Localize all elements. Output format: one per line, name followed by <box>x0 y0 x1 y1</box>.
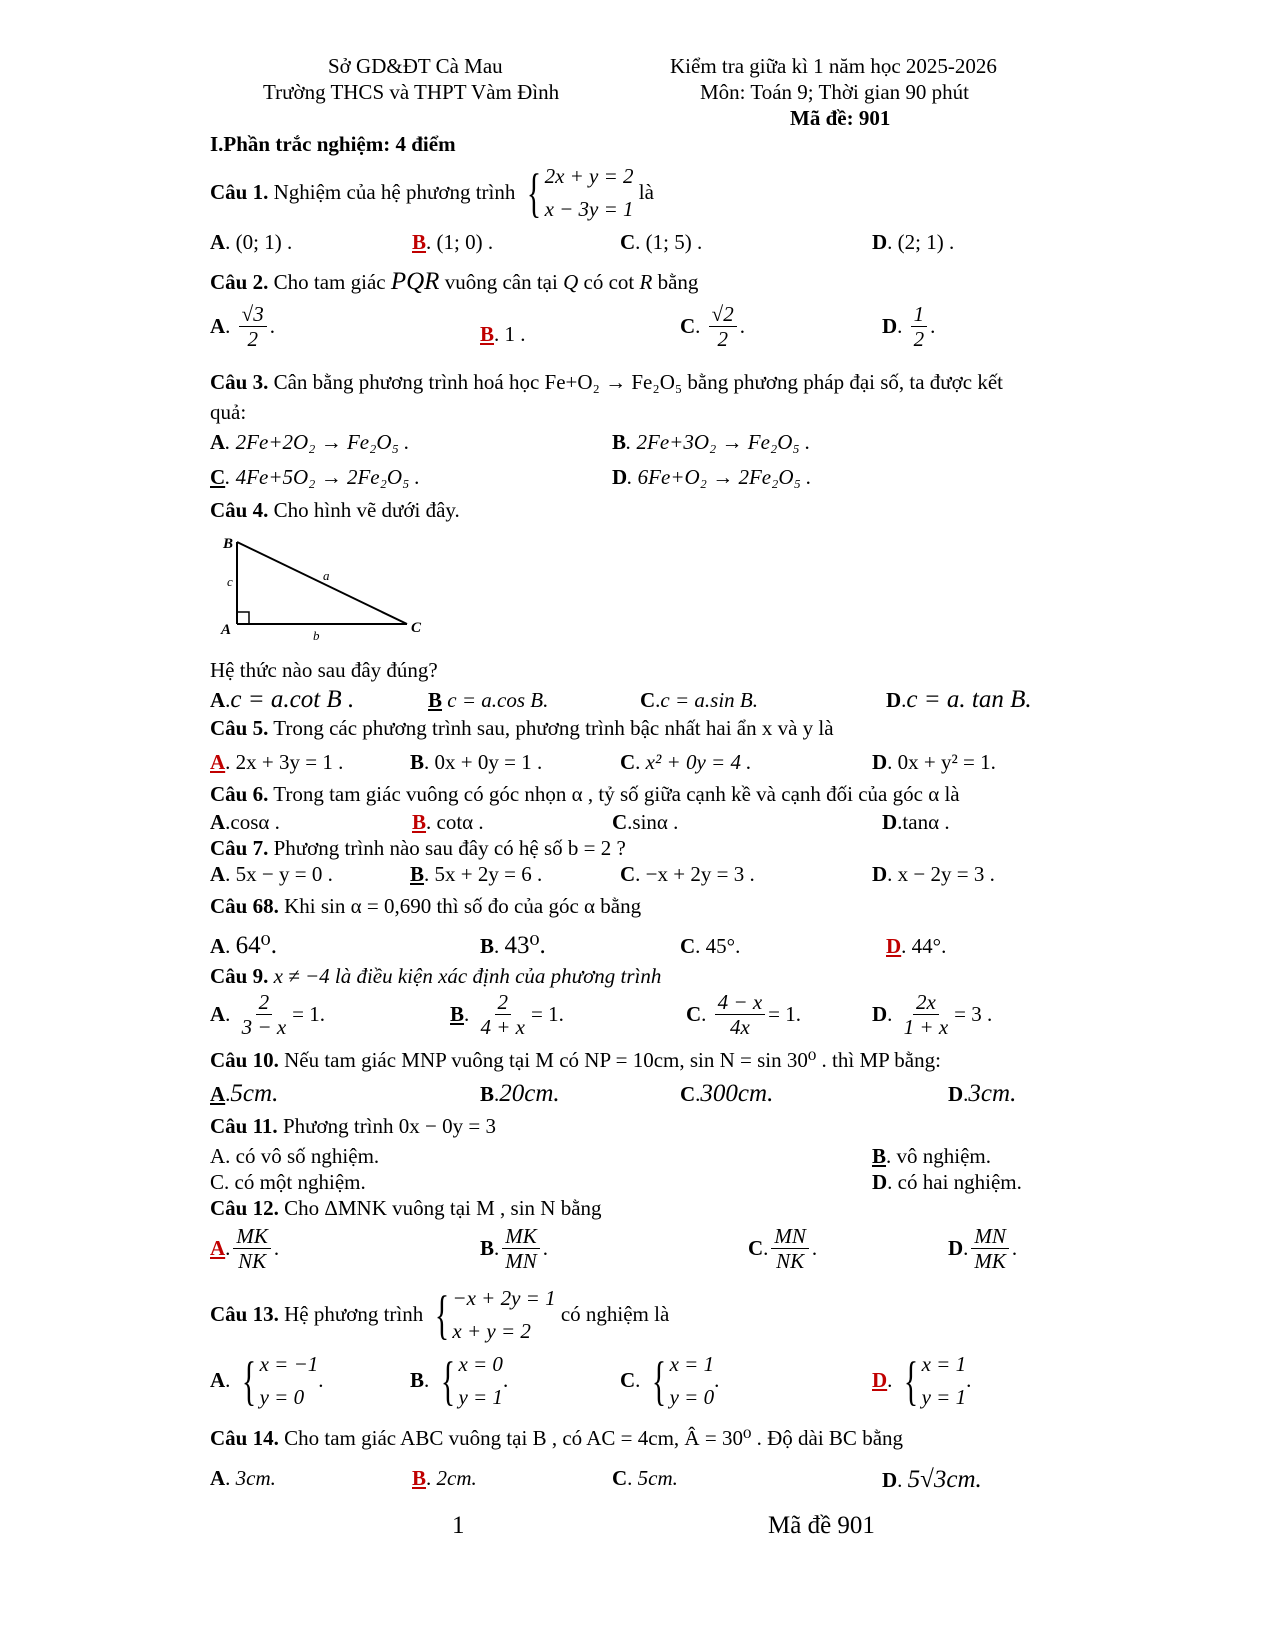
q1-eq2: x − 3y = 1 <box>544 196 634 221</box>
q6-option-c[interactable]: C.sinα . <box>612 810 679 834</box>
q3-option-b[interactable]: B. 2Fe+3O₂ → Fe₂O₅ . <box>612 430 811 454</box>
q1-option-d[interactable]: D. (2; 1) . <box>872 230 955 254</box>
q10-option-d[interactable]: D.3cm. <box>948 1080 1017 1107</box>
question-2: Câu 2. Cho tam giác PQR vuông cân tại Q có cot R bằng <box>210 268 699 295</box>
right-triangle-figure <box>215 530 435 648</box>
q3-option-d[interactable]: D. 6Fe+O₂ → 2Fe₂O₅ . <box>612 465 812 489</box>
q5-option-b[interactable]: B. 0x + 0y = 1 . <box>410 750 543 774</box>
q3-option-c[interactable]: C. 4Fe+5O₂ → 2Fe₂O₅ . <box>210 465 420 489</box>
q7-option-a[interactable]: A. 5x − y = 0 . <box>210 862 333 886</box>
question-14: Câu 14. Cho tam giác ABC vuông tại B , có AC = 4cm, Â = 30⁰ . Độ dài BC bằng <box>210 1426 904 1450</box>
q7-option-c[interactable]: C. −x + 2y = 3 . <box>620 862 755 886</box>
q12-option-a[interactable]: A . $\frac{MK}{NK}$ . <box>210 1224 280 1274</box>
q6-option-a[interactable]: A.cosα . <box>210 810 280 834</box>
fig-label-C: C <box>411 620 422 636</box>
q7-option-b[interactable]: B. 5x + 2y = 6 . <box>410 862 543 886</box>
q3-text-cont: quả: <box>210 400 247 424</box>
q13-option-c[interactable]: C . { x = 1 y = 0 . <box>620 1350 720 1411</box>
q1-text: Nghiệm của hệ phương trình <box>273 180 516 205</box>
q9-option-c[interactable]: C . $\frac{4 - x}{4x}$ = 1. <box>686 990 802 1040</box>
q13-option-b[interactable]: B . { x = 0 y = 1 . <box>410 1350 509 1411</box>
q1-option-c[interactable]: C. (1; 5) . <box>620 230 703 254</box>
fig-label-c: c <box>227 574 233 589</box>
header-dept: Sở GD&ĐT Cà Mau <box>328 54 503 78</box>
q2-option-b[interactable]: B. 1 . <box>480 322 526 346</box>
q9-option-b[interactable]: B . $\frac{2}{4 + x}$ = 1. <box>450 990 564 1040</box>
q10-option-b[interactable]: B.20cm. <box>480 1080 560 1107</box>
fig-label-B: B <box>223 536 234 552</box>
q2-option-d[interactable]: D . $\frac{1}{2}$ . <box>882 302 936 352</box>
question-6: Câu 6. Trong tam giác vuông có góc nhọn α , tỷ số giữa cạnh kề và cạnh đối của góc α là <box>210 782 960 806</box>
q7-option-d[interactable]: D. x − 2y = 3 . <box>872 862 995 886</box>
question-4: Câu 4. Cho hình vẽ dưới đây. <box>210 498 460 522</box>
question-9: Câu 9. x ≠ −4 là điều kiện xác định của phương trình <box>210 964 662 988</box>
q14-option-c[interactable]: C. 5cm. <box>612 1466 678 1490</box>
question-8: Câu 68. Khi sin α = 0,690 thì số đo của góc α bằng <box>210 894 642 918</box>
header-subject: Môn: Toán 9; Thời gian 90 phút <box>700 80 970 104</box>
q4-question: Hệ thức nào sau đây đúng? <box>210 658 438 682</box>
q8-option-b[interactable]: B. 43⁰. <box>480 932 546 959</box>
q2-option-c[interactable]: C . $\frac{√2}{2}$ . <box>680 302 745 352</box>
header-code: Mã đề: 901 <box>790 106 891 130</box>
question-1 <box>210 160 654 225</box>
q2-option-a[interactable]: A . $\frac{√3}{2}$ . <box>210 302 275 352</box>
question-3: Câu 3. Cân bằng phương trình hoá học Fe+O₂ → Fe₂O₅ bằng phương pháp đại số, ta được kết <box>210 370 1004 394</box>
q14-option-b[interactable]: B. 2cm. <box>412 1466 477 1490</box>
q1-tail: là <box>638 180 654 205</box>
q8-option-c[interactable]: C. 45°. <box>680 934 741 958</box>
q14-option-d[interactable]: D. 5√3cm. <box>882 1466 982 1493</box>
q12-option-d[interactable]: D . $\frac{MN}{MK}$ . <box>948 1224 1018 1274</box>
q4-option-b[interactable]: B c = a.cos B. <box>428 688 549 712</box>
fig-label-A: A <box>221 622 232 638</box>
header-exam: Kiểm tra giữa kì 1 năm học 2025-2026 <box>670 54 997 78</box>
q5-option-c[interactable]: C. x² + 0y = 4 . <box>620 750 752 774</box>
q13-option-a[interactable]: A . { x = −1 y = 0 . <box>210 1350 324 1411</box>
q9-option-d[interactable]: D . $\frac{2x}{1 + x}$ = 3 . <box>872 990 993 1040</box>
q4-option-a[interactable]: A.c = a.cot B . <box>210 686 355 713</box>
q1-eq1: 2x + y = 2 <box>544 164 634 188</box>
question-12: Câu 12. Cho ΔMNK vuông tại M , sin N bằng <box>210 1196 602 1220</box>
q3-option-a[interactable]: A. 2Fe+2O₂ → Fe₂O₅ . <box>210 430 410 454</box>
q1-number: Câu 1. <box>210 180 269 205</box>
q1-option-a[interactable]: A. (0; 1) . <box>210 230 293 254</box>
question-10: Câu 10. Nếu tam giác MNP vuông tại M có NP = 10cm, sin N = sin 30⁰ . thì MP bằng: <box>210 1048 941 1072</box>
q9-option-a[interactable]: A . $\frac{2}{3 - x}$ = 1. <box>210 990 326 1040</box>
q12-option-b[interactable]: B . $\frac{MK}{MN}$ . <box>480 1224 549 1274</box>
footer-exam-code: Mã đề 901 <box>768 1512 875 1539</box>
section-title: I.Phần trắc nghiệm: 4 điểm <box>210 132 456 156</box>
question-5: Câu 5. Trong các phương trình sau, phương trình bậc nhất hai ẩn x và y là <box>210 716 834 740</box>
q10-option-a[interactable]: A.5cm. <box>210 1080 279 1107</box>
header-school: Trường THCS và THPT Vàm Đình <box>263 80 560 104</box>
question-7: Câu 7. Phương trình nào sau đây có hệ số b = 2 ? <box>210 836 626 860</box>
footer-page-number: 1 <box>452 1512 465 1539</box>
q8-option-d[interactable]: D. 44°. <box>886 934 947 958</box>
q1-option-b[interactable]: B. (1; 0) . <box>412 230 494 254</box>
q5-option-d[interactable]: D. 0x + y² = 1. <box>872 750 996 774</box>
q11-option-b[interactable]: B. vô nghiệm. <box>872 1144 992 1168</box>
fig-label-a: a <box>323 568 330 583</box>
q11-option-a[interactable]: A. có vô số nghiệm. <box>210 1144 380 1168</box>
q4-option-c[interactable]: C.c = a.sin B. <box>640 688 758 712</box>
q4-option-d[interactable]: D.c = a. tan B. <box>886 686 1032 713</box>
q6-option-b[interactable]: B. cotα . <box>412 810 484 834</box>
q5-option-a[interactable]: A. 2x + 3y = 1 . <box>210 750 344 774</box>
fig-label-b: b <box>313 628 320 643</box>
question-11: Câu 11. Phương trình 0x − 0y = 3 <box>210 1114 496 1138</box>
q11-option-d[interactable]: D. có hai nghiệm. <box>872 1170 1022 1194</box>
q13-option-d[interactable]: D . { x = 1 y = 1 . <box>872 1350 972 1411</box>
q11-option-c[interactable]: C. có một nghiệm. <box>210 1170 366 1194</box>
q10-option-c[interactable]: C.300cm. <box>680 1080 774 1107</box>
q6-option-d[interactable]: D.tanα . <box>882 810 950 834</box>
q14-option-a[interactable]: A. 3cm. <box>210 1466 276 1490</box>
q1-system: { 2x + y = 2 x − 3y = 1 <box>521 160 634 225</box>
question-13: Câu 13. Hệ phương trình { −x + 2y = 1 x + y = 2 có nghiệm là <box>210 1284 670 1345</box>
q12-option-c[interactable]: C . $\frac{MN}{NK}$ . <box>748 1224 818 1274</box>
q8-option-a[interactable]: A. 64⁰. <box>210 932 277 959</box>
